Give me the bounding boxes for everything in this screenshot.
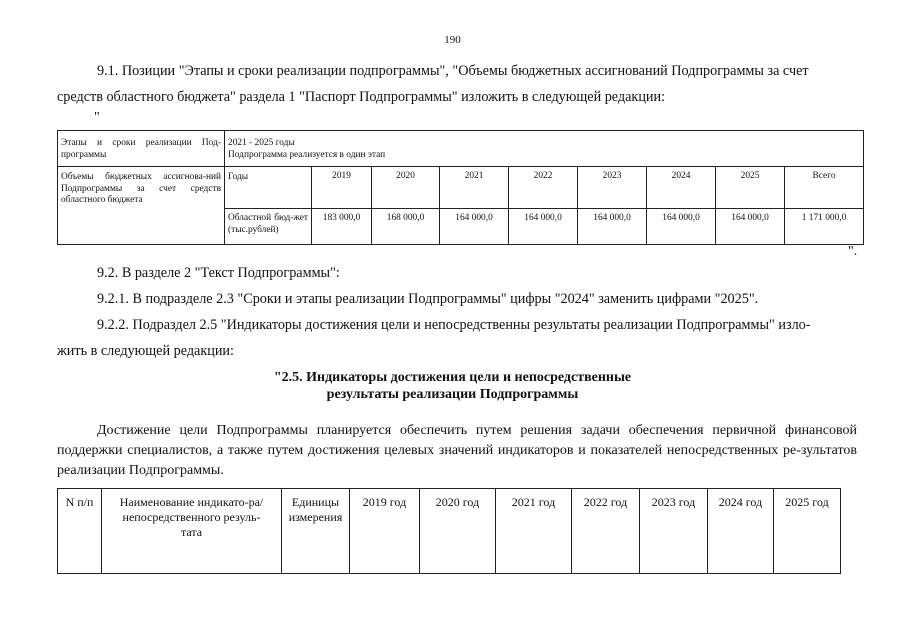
header-cell: 2023 год (640, 489, 708, 574)
year-cell: 2023 (578, 167, 647, 209)
amount-cell: 164 000,0 (578, 209, 647, 245)
paragraph-9-1 (57, 58, 857, 110)
paragraph-9-2-2-line1: 9.2.2. Подраздел 2.5 "Индикаторы достижения цели и непосредственны результаты реализации Подпрограммы" изло- (97, 317, 811, 333)
passport-table (57, 130, 864, 245)
amount-cell: 164 000,0 (647, 209, 716, 245)
year-total-cell: Всего (785, 167, 864, 209)
header-cell: Единицы измерения (282, 489, 350, 574)
closing-quote: ". (848, 244, 858, 259)
header-cell: 2020 год (420, 489, 496, 574)
years-row (58, 167, 864, 209)
header-cell: 2022 год (572, 489, 640, 574)
volumes-label: Объемы бюджетных ассигнова-ний Подпрограммы за счет средств областного бюджета (58, 167, 225, 245)
amount-cell: 164 000,0 (509, 209, 578, 245)
stages-label: Этапы и сроки реализации Под-программы (58, 131, 225, 167)
paragraph-9-2-1: 9.2.1. В подразделе 2.3 "Сроки и этапы реализации Подпрограммы" цифры "2024" заменить цифрами "2025". (97, 291, 759, 307)
stages-value (225, 131, 864, 167)
years-header: Годы (225, 167, 312, 209)
year-cell: 2025 (716, 167, 785, 209)
indicators-header-row (58, 489, 841, 574)
section-title (0, 369, 905, 403)
year-cell: 2024 (647, 167, 716, 209)
header-cell: 2025 год (774, 489, 841, 574)
opening-quote: " (94, 110, 100, 125)
section-title-line2: результаты реализации Подпрограммы (326, 387, 579, 402)
stages-row (58, 131, 864, 167)
paragraph-9-2-2-line2: жить в следующей редакции: (57, 343, 234, 359)
year-cell: 2020 (372, 167, 440, 209)
section-title-line1: "2.5. Индикаторы достижения цели и непосредственные (273, 370, 632, 385)
budget-label: Областной бюд-жет (тыс.рублей) (225, 209, 312, 245)
amount-cell: 164 000,0 (716, 209, 785, 245)
year-cell: 2019 (312, 167, 372, 209)
year-cell: 2021 (440, 167, 509, 209)
header-cell: N п/п (58, 489, 102, 574)
page-number: 190 (444, 34, 461, 46)
paragraph-9-1-line2: средств областного бюджета" раздела 1 "Паспорт Подпрограммы" изложить в следующей редакции: (57, 89, 666, 105)
amount-cell: 183 000,0 (312, 209, 372, 245)
header-cell: 2021 год (496, 489, 572, 574)
amount-cell: 168 000,0 (372, 209, 440, 245)
header-cell: Наименование индикато-ра/непосредственного резуль-тата (102, 489, 282, 574)
amount-total-cell: 1 171 000,0 (785, 209, 864, 245)
indicators-table (57, 488, 841, 574)
year-cell: 2022 (509, 167, 578, 209)
amount-cell: 164 000,0 (440, 209, 509, 245)
paragraph-9-2-2 (57, 312, 857, 364)
stages-years: 2021 - 2025 годы (228, 138, 295, 148)
paragraph-9-2: 9.2. В разделе 2 "Текст Подпрограммы": (97, 265, 340, 281)
header-cell: 2019 год (350, 489, 420, 574)
section-body: Достижение цели Подпрограммы планируется обеспечить путем решения задачи обеспечения первичной финансовой поддержки специалистов, а также путем достижения целевых значений индикаторов и показателей непосредственных ре-зультатов реализации Подпрограммы. (57, 423, 857, 478)
stages-note: Подпрограмма реализуется в один этап (228, 149, 386, 160)
header-cell: 2024 год (708, 489, 774, 574)
paragraph-9-1-line1: 9.1. Позиции "Этапы и сроки реализации подпрограммы", "Объемы бюджетных ассигнований Подпрограммы за счет (97, 63, 809, 79)
